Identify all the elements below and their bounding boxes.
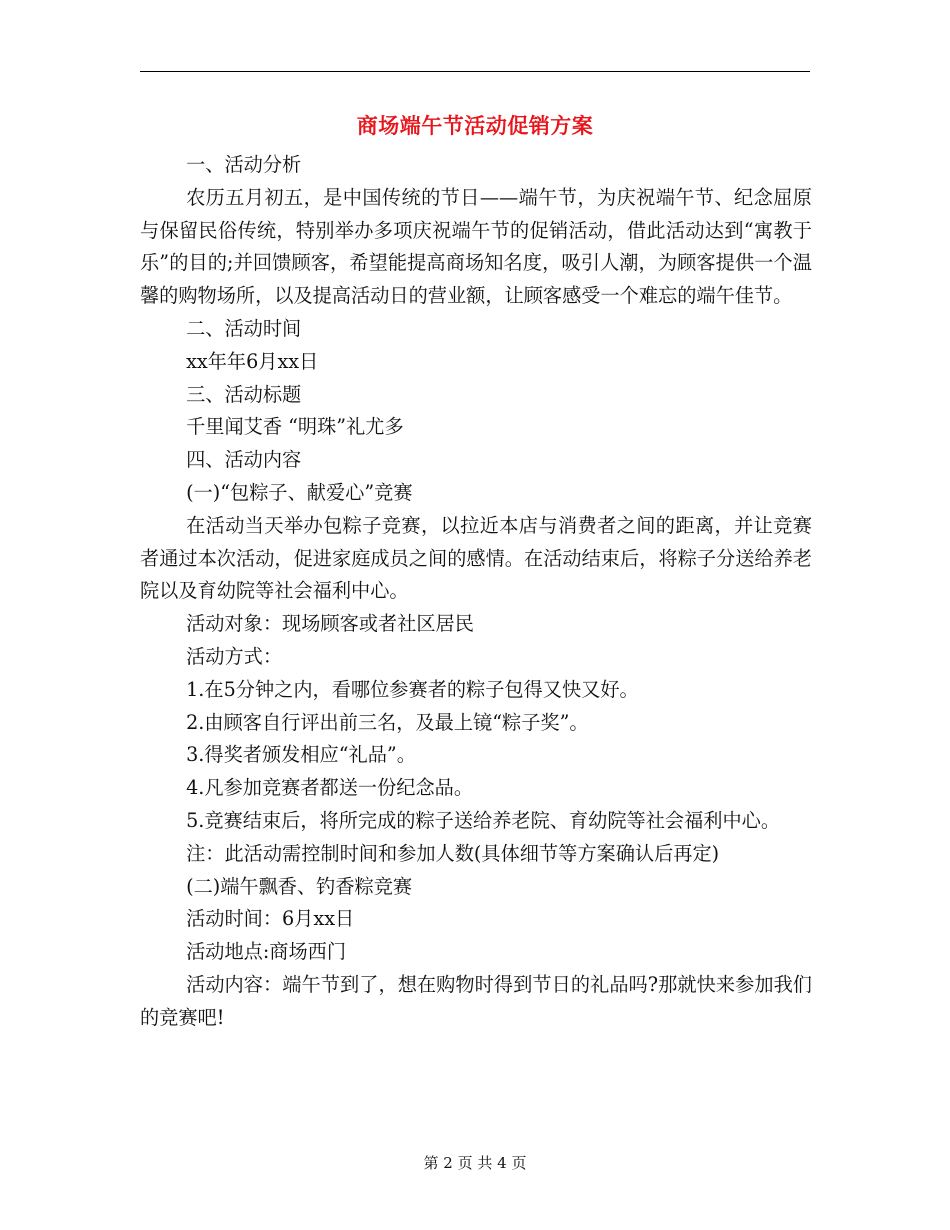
header-rule bbox=[140, 71, 810, 72]
section-heading-time: 二、活动时间 bbox=[186, 316, 302, 340]
paragraph-event-content: 活动内容：端午节到了，想在购物时得到节日的礼品吗?那就快来参加我们的竞赛吧! bbox=[140, 972, 812, 1029]
subsection-heading-2: (二)端午飘香、钓香粽竞赛 bbox=[186, 874, 413, 898]
document-body bbox=[140, 149, 812, 1035]
paragraph-event-location: 活动地点:商场西门 bbox=[186, 940, 347, 964]
paragraph-note: 注：此活动需控制时间和参加人数(具体细节等方案确认后再定) bbox=[186, 841, 720, 865]
paragraph-method-label: 活动方式： bbox=[186, 644, 283, 668]
section-heading-analysis: 一、活动分析 bbox=[186, 153, 302, 176]
paragraph-contest-desc: 在活动当天举办包粽子竞赛，以拉近本店与消费者之间的距离，并让竞赛者通过本次活动，促进家庭成员之间的感情。在活动结束后，将粽子分送给养老院以及育幼院等社会福利中心。 bbox=[140, 513, 812, 603]
page-number: 第 2 页 共 4 页 bbox=[423, 1154, 527, 1172]
section-heading-content: 四、活动内容 bbox=[186, 448, 302, 472]
list-item-3: 3.得奖者颁发相应“礼品”。 bbox=[186, 743, 416, 767]
list-item-5: 5.竞赛结束后，将所完成的粽子送给养老院、育幼院等社会福利中心。 bbox=[186, 808, 781, 832]
document-title: 商场端午节活动促销方案 bbox=[356, 113, 594, 138]
list-item-1: 1.在5分钟之内，看哪位参赛者的粽子包得又快又好。 bbox=[186, 677, 639, 701]
section-heading-title: 三、活动标题 bbox=[186, 382, 302, 406]
paragraph-analysis: 农历五月初五，是中国传统的节日——端午节，为庆祝端午节、纪念屈原与保留民俗传统，特别举办多项庆祝端午节的促销活动，借此活动达到“寓教于乐”的目的;并回馈顾客，希望能提高商场知名度，吸引人潮，为顾客提供一个温馨的购物场所，以及提高活动日的营业额，让顾客感受一个难忘的端午佳节。 bbox=[140, 185, 812, 308]
list-item-2: 2.由顾客自行评出前三名，及最上镜“粽子奖”。 bbox=[186, 710, 589, 734]
subsection-heading-1: (一)“包粽子、献爱心”竞赛 bbox=[186, 480, 413, 504]
paragraph-target: 活动对象：现场顾客或者社区居民 bbox=[186, 612, 474, 636]
paragraph-date: xx年年6月xx日 bbox=[186, 349, 319, 373]
paragraph-slogan: 千里闻艾香 “明珠”礼尤多 bbox=[186, 415, 404, 439]
paragraph-event-time: 活动时间：6月xx日 bbox=[186, 907, 355, 931]
list-item-4: 4.凡参加竞赛者都送一份纪念品。 bbox=[186, 776, 474, 800]
